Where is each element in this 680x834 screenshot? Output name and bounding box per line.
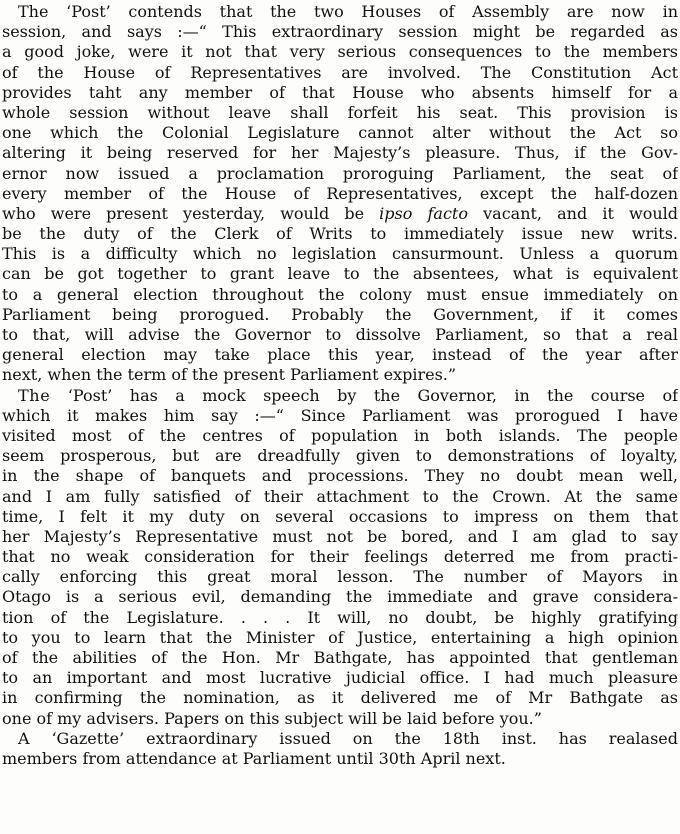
text-line: whole session without leave shall forfeit his seat. This provision is <box>2 102 678 122</box>
text-line: in the shape of banquets and processions. They no doubt mean well, <box>2 466 678 486</box>
text-line: Otago is a serious evil, demanding the immediate and grave considera- <box>2 587 678 607</box>
text-line: one of my advisers. Papers on this subject will be laid before you.” <box>2 708 542 728</box>
text-line: A ‘Gazette’ extraordinary issued on the 18th inst. has realased <box>18 728 678 748</box>
text-line: The ‘Post’ contends that the two Houses of Assembly are now in <box>18 2 678 21</box>
text-line: to you to learn that the Minister of Justice, entertaining a high opinion <box>2 627 678 647</box>
text-line: one which the Colonial Legislature cannot alter without the Act so <box>2 123 678 143</box>
text-segment: who were present yesterday, would be <box>2 203 380 223</box>
text-line: Parliament being prorogued. Probably the Government, if it comes <box>2 304 678 324</box>
text-line: tion of the Legislature. . . . It will, no doubt, be highly gratifying <box>2 607 678 627</box>
text-line-with-lead <box>2 386 678 406</box>
text-line: can be got together to grant leave to the absentees, what is equivalent <box>2 264 678 284</box>
text-line: to an important and most lucrative judicial office. I had much pleasure <box>2 668 678 688</box>
text-line: to a general election throughout the colony must ensue immediately on <box>2 284 678 304</box>
text-line: of the House of Representatives are involved. The Constitution Act <box>2 62 678 82</box>
paragraph-2 <box>2 386 678 729</box>
lead-word: The <box>18 385 51 405</box>
text-line: a good joke, were it not that very serious consequences to the members <box>2 42 678 62</box>
text-line: of the abilities of the Hon. Mr Bathgate, has appointed that gentleman <box>2 648 678 667</box>
text-line: time, I felt it my duty on several occasions to impress on them that <box>2 506 678 526</box>
text-line: This is a difficulty which no legislation cansurmount. Unless a quorum <box>2 244 678 264</box>
text-line: session, and says :—“ This extraordinary session might be regarded as <box>2 22 678 42</box>
text-line: cally enforcing this great moral lesson. The number of Mayors in <box>2 567 678 587</box>
text-line: her Majesty’s Representative must not be bored, and I am glad to say <box>2 526 678 546</box>
text-line-with-italic <box>2 204 678 224</box>
paragraph-3 <box>2 729 678 769</box>
italic-phrase: ipso facto <box>379 203 468 223</box>
text-segment: vacant, and it would <box>483 203 678 223</box>
text-line: that no weak consideration for their feelings deterred me from practi- <box>2 547 678 567</box>
text-line: and I am fully satisfied of their attachment to the Crown. At the same <box>2 486 678 506</box>
text-line: every member of the House of Representatives, except the half-dozen <box>2 183 678 203</box>
text-line: to that, will advise the Governor to dissolve Parliament, so that a real <box>2 325 678 344</box>
article-column <box>2 2 678 769</box>
text-line: general election may take place this year, instead of the year after <box>2 345 678 365</box>
text-line: in confirming the nomination, as it delivered me of Mr Bathgate as <box>2 688 678 708</box>
paragraph-1 <box>2 2 678 386</box>
text-line: seem prosperous, but are dreadfully given to demonstrations of loyalty, <box>2 446 678 466</box>
text-line: be the duty of the Clerk of Writs to immediately issue new writs. <box>2 224 678 244</box>
text-line: altering it being reserved for her Majesty’s pleasure. Thus, if the Gov- <box>2 143 678 163</box>
text-line: next, when the term of the present Parliament expires.” <box>2 365 457 385</box>
text-line: provides taht any member of that House who absents himself for a <box>2 82 678 102</box>
text-line: which it makes him say :—“ Since Parliament was prorogued I have <box>2 405 678 425</box>
text-line: members from attendance at Parliament until 30th April next. <box>2 748 506 768</box>
text-segment: ‘Post’ has a mock speech by the Governor, in the course of <box>50 385 678 405</box>
text-line: visited most of the centres of population in both islands. The people <box>2 425 678 445</box>
text-line: ernor now issued a proclamation proroguing Parliament, the seat of <box>2 163 678 183</box>
